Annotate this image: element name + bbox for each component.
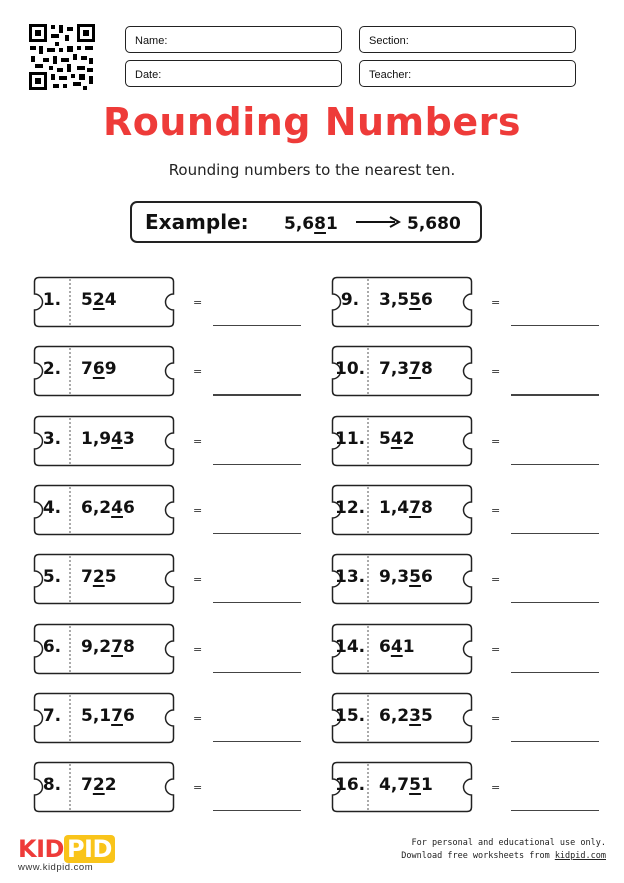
website-label: www.kidpid.com bbox=[18, 862, 94, 873]
underlined-digit: 4 bbox=[390, 428, 403, 449]
problem-value: 6,246 bbox=[81, 497, 135, 518]
name-field[interactable] bbox=[125, 26, 342, 53]
underlined-digit: 2 bbox=[92, 775, 105, 796]
example-result: 5,680 bbox=[407, 214, 461, 234]
underlined-digit: 8 bbox=[314, 214, 326, 234]
problem-number: 5. bbox=[42, 567, 62, 588]
answer-line[interactable] bbox=[213, 533, 301, 534]
kidpid-link[interactable]: kidpid.com bbox=[554, 851, 606, 861]
kidpid-logo: KID PID bbox=[18, 835, 115, 863]
underlined-digit: 2 bbox=[92, 290, 105, 310]
ticket-box bbox=[331, 553, 473, 605]
equals-sign: = bbox=[193, 642, 203, 656]
ticket-box bbox=[331, 415, 473, 467]
problem-value: 725 bbox=[81, 567, 117, 588]
equals-sign: = bbox=[193, 296, 203, 309]
problem-row bbox=[331, 553, 621, 605]
ticket-box bbox=[331, 623, 473, 675]
equals-sign: = bbox=[193, 781, 203, 795]
problem-row bbox=[331, 345, 621, 397]
answer-line[interactable] bbox=[511, 394, 599, 395]
long-right-arrow-icon bbox=[355, 214, 401, 230]
equals-sign: = bbox=[193, 365, 203, 379]
answer-line[interactable] bbox=[213, 810, 301, 811]
answer-line[interactable] bbox=[213, 741, 301, 742]
equals-sign: = bbox=[193, 711, 203, 725]
problem-number: 14. bbox=[335, 636, 366, 657]
answer-line[interactable] bbox=[511, 602, 599, 603]
problem-number: 12. bbox=[335, 497, 366, 518]
answer-line[interactable] bbox=[511, 325, 599, 326]
underlined-digit: 7 bbox=[409, 359, 421, 380]
problem-value: 524 bbox=[81, 290, 117, 310]
problem-value: 722 bbox=[81, 775, 117, 796]
problem-row bbox=[33, 345, 323, 397]
equals-sign: = bbox=[193, 503, 203, 517]
problem-row bbox=[33, 623, 323, 675]
answer-line[interactable] bbox=[511, 464, 599, 465]
date-label: Date: bbox=[135, 69, 162, 81]
underlined-digit: 6 bbox=[92, 359, 105, 380]
problem-row bbox=[33, 692, 323, 744]
equals-sign: = bbox=[491, 365, 501, 379]
problem-row bbox=[331, 761, 621, 813]
ticket-box bbox=[33, 415, 175, 467]
problem-row bbox=[33, 484, 323, 536]
section-field[interactable] bbox=[359, 26, 576, 53]
problem-value: 641 bbox=[379, 636, 415, 657]
equals-sign: = bbox=[491, 434, 501, 448]
underlined-digit: 5 bbox=[409, 290, 421, 310]
ticket-box bbox=[331, 484, 473, 536]
answer-line[interactable] bbox=[213, 672, 301, 673]
equals-sign: = bbox=[491, 503, 501, 517]
ticket-box bbox=[33, 345, 175, 397]
underlined-digit: 7 bbox=[409, 497, 421, 518]
answer-line[interactable] bbox=[213, 602, 301, 603]
problem-row bbox=[331, 415, 621, 467]
ticket-box bbox=[33, 623, 175, 675]
problem-number: 9. bbox=[340, 290, 360, 310]
underlined-digit: 2 bbox=[92, 567, 105, 588]
problem-value: 542 bbox=[379, 428, 415, 449]
usage-note: For personal and educational use only. bbox=[411, 838, 606, 848]
underlined-digit: 4 bbox=[390, 636, 403, 657]
problem-value: 1,943 bbox=[81, 428, 135, 449]
name-label: Name: bbox=[135, 35, 168, 47]
answer-line[interactable] bbox=[511, 741, 599, 742]
equals-sign: = bbox=[193, 573, 203, 587]
problem-value: 769 bbox=[81, 359, 117, 380]
answer-line[interactable] bbox=[511, 810, 599, 811]
answer-line[interactable] bbox=[213, 464, 301, 465]
problem-number: 4. bbox=[42, 497, 62, 518]
equals-sign: = bbox=[491, 781, 501, 795]
problem-row bbox=[33, 761, 323, 813]
example-box bbox=[130, 201, 482, 243]
download-note: Download free worksheets from kidpid.com bbox=[401, 851, 606, 861]
teacher-label: Teacher: bbox=[369, 69, 412, 81]
underlined-digit: 4 bbox=[111, 428, 123, 449]
problem-number: 13. bbox=[335, 567, 366, 588]
answer-line[interactable] bbox=[511, 533, 599, 534]
problem-value: 3,556 bbox=[379, 290, 433, 310]
underlined-digit: 3 bbox=[409, 705, 421, 726]
problem-row bbox=[331, 276, 621, 328]
ticket-box bbox=[33, 761, 175, 813]
problem-row bbox=[33, 276, 323, 328]
problem-number: 10. bbox=[335, 359, 366, 380]
answer-line[interactable] bbox=[213, 325, 301, 326]
underlined-digit: 5 bbox=[409, 775, 421, 796]
section-label: Section: bbox=[369, 35, 409, 47]
example-label: Example: bbox=[145, 210, 249, 234]
problem-value: 6,235 bbox=[379, 705, 433, 726]
problem-number: 16. bbox=[335, 775, 366, 796]
example-number: 5,681 bbox=[284, 214, 338, 234]
equals-sign: = bbox=[193, 434, 203, 448]
problem-number: 3. bbox=[42, 428, 62, 449]
ticket-box bbox=[331, 276, 473, 328]
problem-value: 7,378 bbox=[379, 359, 433, 380]
ticket-box bbox=[33, 692, 175, 744]
problem-value: 4,751 bbox=[379, 775, 433, 796]
problem-row bbox=[331, 484, 621, 536]
ticket-box bbox=[33, 553, 175, 605]
ticket-box bbox=[331, 345, 473, 397]
teacher-field[interactable] bbox=[359, 60, 576, 87]
problem-number: 2. bbox=[42, 359, 62, 380]
ticket-box bbox=[33, 276, 175, 328]
equals-sign: = bbox=[491, 642, 501, 656]
problem-value: 5,176 bbox=[81, 705, 135, 726]
equals-sign: = bbox=[491, 573, 501, 587]
problem-number: 15. bbox=[335, 705, 366, 726]
underlined-digit: 7 bbox=[111, 636, 123, 657]
problem-value: 9,356 bbox=[379, 567, 433, 588]
ticket-box bbox=[33, 484, 175, 536]
page-subtitle: Rounding numbers to the nearest ten. bbox=[168, 161, 456, 179]
problem-number: 11. bbox=[335, 428, 366, 449]
ticket-box bbox=[331, 761, 473, 813]
problem-number: 8. bbox=[42, 775, 62, 796]
page-title: Rounding Numbers bbox=[103, 100, 521, 144]
problem-value: 1,478 bbox=[379, 497, 433, 518]
answer-line[interactable] bbox=[511, 672, 599, 673]
answer-line[interactable] bbox=[213, 394, 301, 395]
problem-number: 1. bbox=[42, 290, 62, 310]
problem-row bbox=[33, 553, 323, 605]
problem-number: 6. bbox=[42, 636, 62, 657]
equals-sign: = bbox=[491, 296, 501, 309]
problem-row bbox=[331, 623, 621, 675]
underlined-digit: 5 bbox=[409, 567, 421, 588]
problem-number: 7. bbox=[42, 705, 62, 726]
ticket-box bbox=[331, 692, 473, 744]
problem-row bbox=[331, 692, 621, 744]
problem-value: 9,278 bbox=[81, 636, 135, 657]
qr-code-icon bbox=[27, 22, 97, 92]
underlined-digit: 7 bbox=[111, 705, 123, 726]
problem-row bbox=[33, 415, 323, 467]
equals-sign: = bbox=[491, 711, 501, 725]
date-field[interactable] bbox=[125, 60, 342, 87]
underlined-digit: 4 bbox=[111, 497, 123, 518]
